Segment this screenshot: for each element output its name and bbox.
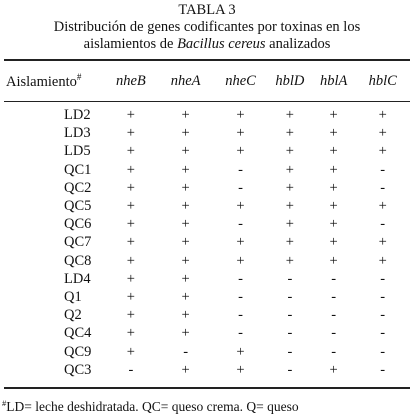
gene-presence-cell: - [380, 325, 386, 342]
gene-presence-cell: + [378, 234, 387, 251]
header-isolate: Aislamiento# [6, 71, 82, 90]
gene-presence-cell: + [378, 143, 387, 160]
top-rule [4, 59, 410, 61]
gene-presence-cell: + [126, 143, 135, 160]
gene-presence-cell: - [287, 270, 293, 287]
isolate-cell: QC3 [64, 361, 92, 378]
header-gene: nheB [115, 72, 146, 89]
gene-presence-cell: - [380, 361, 386, 378]
gene-presence-cell: + [181, 234, 190, 251]
gene-presence-cell: - [238, 270, 243, 287]
isolate-cell: Q1 [64, 288, 82, 305]
gene-presence-cell: + [285, 234, 294, 251]
gene-presence-cell: + [329, 107, 338, 124]
table-row [4, 233, 410, 251]
gene-presence-cell: + [329, 198, 338, 215]
gene-presence-cell: - [331, 325, 337, 342]
gene-presence-cell: - [238, 161, 243, 178]
isolate-cell: QC9 [64, 343, 92, 360]
gene-presence-cell: - [287, 343, 293, 360]
table-row [4, 361, 410, 379]
gene-presence-cell: + [181, 325, 190, 342]
gene-presence-cell: + [329, 161, 338, 178]
table-row [4, 215, 410, 233]
gene-presence-cell: + [181, 307, 190, 324]
table-title-line-2 [0, 36, 414, 53]
title-prefix: aislamientos de [83, 36, 178, 52]
gene-presence-cell: - [331, 270, 337, 287]
gene-presence-cell: + [236, 107, 245, 124]
gene-presence-cell: + [181, 161, 190, 178]
gene-presence-cell: - [331, 307, 337, 324]
gene-presence-cell: + [236, 198, 245, 215]
gene-presence-cell: + [236, 143, 245, 160]
gene-presence-cell: + [285, 161, 294, 178]
table-row [4, 270, 410, 288]
isolate-cell: QC2 [64, 179, 92, 196]
header-gene: nheC [225, 72, 256, 89]
gene-presence-cell: - [380, 343, 386, 360]
gene-presence-cell: + [285, 179, 294, 196]
gene-presence-cell: + [126, 179, 135, 196]
gene-presence-cell: + [181, 288, 190, 305]
bottom-rule [4, 387, 410, 389]
gene-presence-cell: + [285, 107, 294, 124]
table-number: TABLA 3 [178, 2, 236, 18]
header-gene: hblA [319, 72, 348, 89]
isolate-cell: LD2 [64, 107, 91, 124]
gene-presence-cell: + [236, 343, 245, 360]
gene-presence-cell: - [238, 179, 243, 196]
table-caption [0, 0, 414, 53]
gene-presence-cell: - [238, 325, 243, 342]
isolate-cell: LD4 [64, 270, 91, 287]
gene-presence-cell: + [285, 252, 294, 269]
gene-presence-cell: + [285, 143, 294, 160]
gene-distribution-table [4, 70, 410, 379]
gene-presence-cell: - [380, 179, 386, 196]
header-row [4, 70, 410, 92]
gene-presence-cell: + [181, 216, 190, 233]
gene-presence-cell: - [380, 288, 386, 305]
gene-presence-cell: - [380, 216, 386, 233]
gene-presence-cell: - [287, 288, 293, 305]
gene-presence-cell: - [287, 361, 293, 378]
gene-presence-cell: + [329, 125, 338, 142]
gene-presence-cell: + [126, 325, 135, 342]
gene-presence-cell: + [285, 216, 294, 233]
isolate-cell: QC5 [64, 198, 92, 215]
gene-presence-cell: + [181, 125, 190, 142]
gene-presence-cell: + [126, 307, 135, 324]
table-row [4, 142, 410, 160]
gene-presence-cell: + [378, 107, 387, 124]
gene-presence-cell: + [126, 343, 135, 360]
gene-presence-cell: + [126, 198, 135, 215]
isolate-cell: QC1 [64, 161, 92, 178]
table-row [4, 179, 410, 197]
table-row [4, 342, 410, 360]
gene-presence-cell: + [126, 288, 135, 305]
gene-presence-cell: - [380, 161, 386, 178]
gene-presence-cell: + [126, 252, 135, 269]
gene-presence-cell: + [236, 125, 245, 142]
table-title-line-1: Distribución de genes codificantes por toxinas en los [53, 19, 361, 35]
gene-presence-cell: + [378, 198, 387, 215]
gene-presence-cell: - [238, 216, 243, 233]
isolate-cell: QC7 [64, 234, 92, 251]
gene-presence-cell: + [181, 361, 190, 378]
gene-presence-cell: + [236, 234, 245, 251]
isolate-cell: QC4 [64, 325, 92, 342]
gene-presence-cell: + [285, 198, 294, 215]
isolate-cell: LD3 [64, 125, 91, 142]
gene-presence-cell: + [329, 361, 338, 378]
gene-presence-cell: + [329, 234, 338, 251]
gene-presence-cell: + [126, 107, 135, 124]
gene-presence-cell: + [126, 234, 135, 251]
header-gene: hblC [368, 72, 397, 89]
gene-presence-cell: - [331, 288, 337, 305]
gene-presence-cell: + [181, 198, 190, 215]
gene-presence-cell: - [238, 307, 243, 324]
isolate-cell: QC8 [64, 252, 92, 269]
table-row [4, 161, 410, 179]
gene-presence-cell: + [329, 252, 338, 269]
gene-presence-cell: + [181, 107, 190, 124]
gene-presence-cell: + [378, 125, 387, 142]
gene-presence-cell: + [126, 161, 135, 178]
gene-presence-cell: + [126, 216, 135, 233]
gene-presence-cell: + [236, 252, 245, 269]
gene-presence-cell: + [181, 270, 190, 287]
header-gene: nheA [170, 72, 201, 89]
isolate-cell: QC6 [64, 216, 92, 233]
table-footnote: #LD= leche deshidratada. QC= queso crema. Q= queso [2, 398, 299, 414]
gene-presence-cell: - [287, 307, 293, 324]
gene-presence-cell: + [126, 125, 135, 142]
isolate-cell: LD5 [64, 143, 91, 160]
table-row [4, 197, 410, 215]
gene-presence-cell: + [181, 143, 190, 160]
gene-presence-cell: + [378, 252, 387, 269]
isolate-cell: Q2 [64, 307, 82, 324]
gene-presence-cell: + [329, 143, 338, 160]
gene-presence-cell: - [380, 270, 386, 287]
table-row [4, 306, 410, 324]
table-row [4, 288, 410, 306]
table-row [4, 106, 410, 124]
gene-presence-cell: - [380, 307, 386, 324]
gene-presence-cell: - [331, 343, 337, 360]
title-suffix: analizados [265, 36, 331, 52]
table-row [4, 124, 410, 142]
table-row [4, 252, 410, 270]
gene-presence-cell: + [126, 270, 135, 287]
species-name: Bacillus cereus [177, 36, 266, 52]
table-row [4, 324, 410, 342]
header-gene: hblD [275, 72, 305, 89]
gene-presence-cell: + [181, 179, 190, 196]
gene-presence-cell: + [236, 361, 245, 378]
gene-presence-cell: + [329, 216, 338, 233]
gene-presence-cell: - [183, 343, 189, 360]
gene-presence-cell: - [287, 325, 293, 342]
gene-presence-cell: + [329, 179, 338, 196]
gene-presence-cell: - [238, 288, 243, 305]
gene-presence-cell: + [285, 125, 294, 142]
gene-presence-cell: - [128, 361, 134, 378]
gene-presence-cell: + [181, 252, 190, 269]
